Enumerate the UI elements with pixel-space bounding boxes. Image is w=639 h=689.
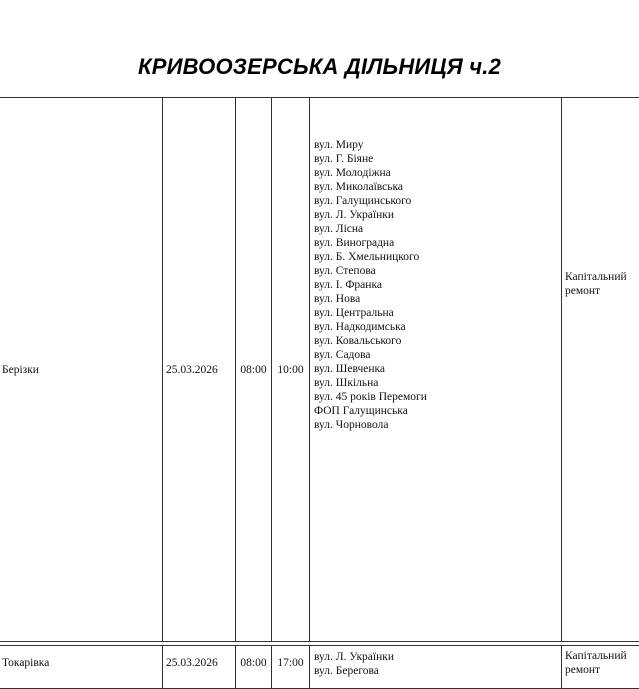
street-item: вул. Степова: [314, 264, 558, 278]
page-title: КРИВООЗЕРСЬКА ДІЛЬНИЦЯ ч.2: [0, 54, 639, 80]
village-cell: Берізки: [0, 98, 163, 642]
street-item: вул. Садова: [314, 348, 558, 362]
table-row: [0, 646, 639, 689]
end-time-cell: 17:00: [272, 646, 310, 689]
street-item: вул. І. Франка: [314, 278, 558, 292]
date-cell: 25.03.2026: [163, 646, 236, 689]
streets-cell: [310, 98, 562, 642]
street-item: вул. Б. Хмельницкого: [314, 250, 558, 264]
street-item: вул. 45 років Перемоги: [314, 390, 558, 404]
street-item: вул. Г. Біяне: [314, 152, 558, 166]
outage-schedule-table: [0, 97, 639, 689]
street-item: вул. Л. Українки: [314, 650, 558, 664]
table-row: [0, 98, 639, 642]
start-time-cell: 08:00: [236, 98, 272, 642]
street-item: вул. Берегова: [314, 664, 558, 678]
street-item: вул. Ковальського: [314, 334, 558, 348]
street-item: вул. Шкільна: [314, 376, 558, 390]
date-cell: 25.03.2026: [163, 98, 236, 642]
street-item: вул. Л. Українки: [314, 208, 558, 222]
street-item: вул. Миколаївська: [314, 180, 558, 194]
street-item: вул. Центральна: [314, 306, 558, 320]
end-time-cell: 10:00: [272, 98, 310, 642]
start-time-cell: 08:00: [236, 646, 272, 689]
work-type-cell: Капітальний ремонт: [562, 98, 639, 642]
street-item: вул. Надкодимська: [314, 320, 558, 334]
village-cell: Токарівка: [0, 646, 163, 689]
street-item: вул. Галущинського: [314, 194, 558, 208]
work-type-cell: Капітальний ремонт: [562, 646, 639, 689]
streets-cell: [310, 646, 562, 689]
street-item: вул. Нова: [314, 292, 558, 306]
street-item: ФОП Галущинська: [314, 404, 558, 418]
street-item: вул. Шевченка: [314, 362, 558, 376]
street-item: вул. Чорновола: [314, 418, 558, 432]
street-item: вул. Виноградна: [314, 236, 558, 250]
street-item: вул. Лісна: [314, 222, 558, 236]
street-item: вул. Миру: [314, 138, 558, 152]
street-item: вул. Молодіжна: [314, 166, 558, 180]
